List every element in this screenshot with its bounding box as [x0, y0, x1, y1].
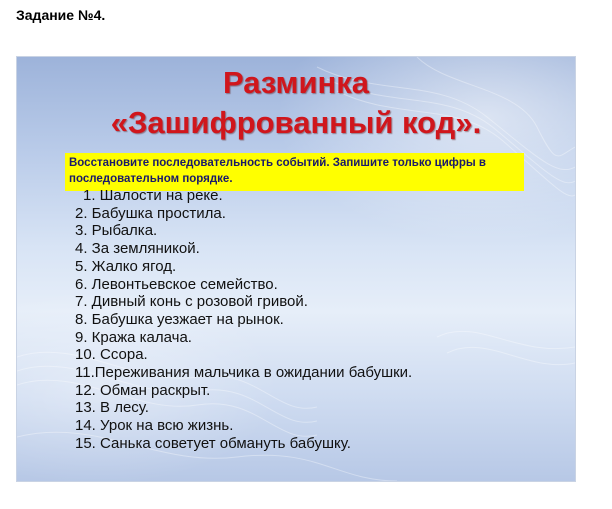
title-line-2: «Зашифрованный код». [110, 105, 482, 140]
title-line-1: Разминка [223, 65, 369, 100]
list-item: 1. Шалости на реке. [83, 187, 223, 204]
list-item: 12. Обман раскрыт. [75, 381, 211, 399]
list-item: 5. Жалко ягод. [75, 257, 177, 275]
list-item: 2. Бабушка простила. [75, 204, 226, 222]
list-item: 11.Переживания мальчика в ожидании бабушки. [75, 364, 413, 382]
list-item: 9. Кража калача. [75, 328, 192, 346]
events-list [75, 187, 412, 453]
list-item: 14. Урок на всю жизнь. [75, 417, 234, 435]
list-item: 10. Ссора. [75, 346, 148, 364]
list-item: 8. Бабушка уезжает на рынок. [75, 310, 284, 328]
instruction-box: Восстановите последовательность событий. Запишите только цифры в последовательном порядке. [65, 153, 524, 191]
list-item: 6. Левонтьевское семейство. [75, 275, 278, 293]
list-item: 15. Санька советует обмануть бабушку. [75, 434, 351, 452]
list-item: 4. За земляникой. [75, 240, 200, 258]
slide [16, 56, 576, 482]
task-label: Задание №4. [16, 7, 106, 23]
slide-title [17, 63, 575, 143]
list-item: 3. Рыбалка. [75, 222, 158, 240]
list-item: 13. В лесу. [75, 399, 149, 417]
list-item: 7. Дивный конь с розовой гривой. [75, 293, 308, 311]
